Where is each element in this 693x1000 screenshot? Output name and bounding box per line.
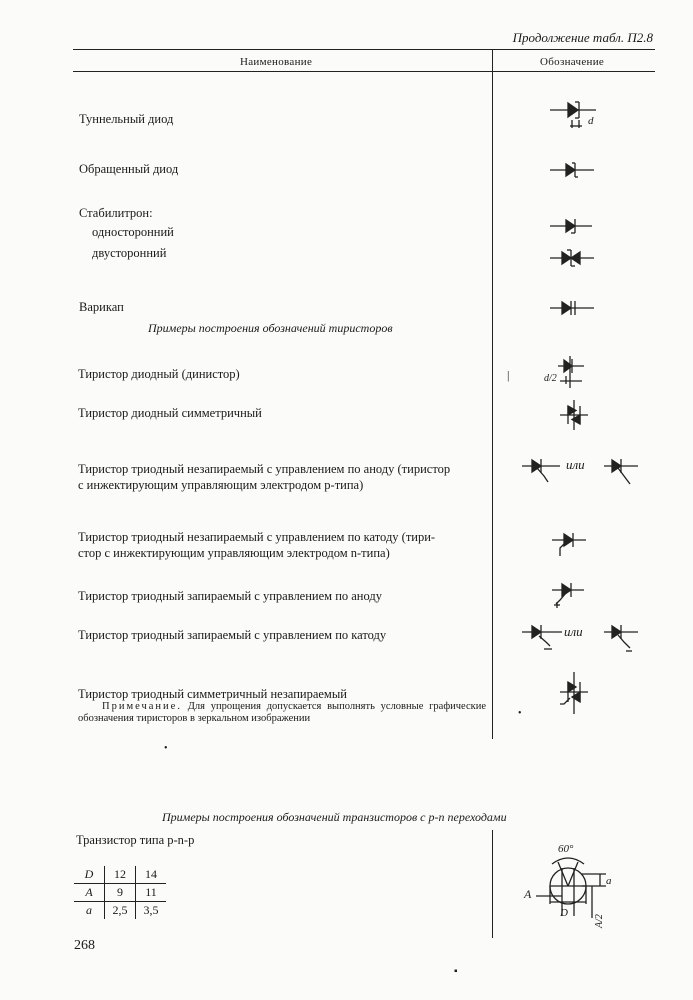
label-A: A <box>524 887 532 901</box>
table-row <box>74 884 166 902</box>
label-A-half: A/2 <box>594 914 605 928</box>
triode-symmetric-symbol <box>554 670 594 716</box>
row-triode-symmetric: Тиристор триодный симметричный незапираемый <box>78 687 347 701</box>
column-header-name: Наименование <box>240 56 313 68</box>
or-label-2: или <box>564 624 583 639</box>
table-cell: a <box>74 902 105 920</box>
angle-label: 60° <box>558 843 574 855</box>
row-triode-cathode-line2: стор с инжектирующим управляющим электродом n-типа) <box>78 546 390 560</box>
row-zener-one-sided: односторонний <box>92 225 174 239</box>
dinistor-symbol <box>540 354 590 390</box>
varicap-symbol <box>548 296 598 320</box>
stray-mark-2: • <box>164 743 168 754</box>
column-divider <box>492 49 493 739</box>
thyristor-section-title: Примеры построения обозначений тиристоров <box>148 321 393 335</box>
row-triode-anode-line2: с инжектирующим управляющим электродом p-типа) <box>78 478 364 492</box>
zener-two-sided-symbol <box>548 246 598 270</box>
continuation-label: Продолжение табл. П2.8 <box>512 30 653 45</box>
row-zener: Стабилитрон: <box>79 206 153 220</box>
thyristor-cathode-symbol <box>550 528 590 558</box>
row-varicap: Варикап <box>79 300 124 314</box>
row-lockable-cathode: Тиристор триодный запираемый с управлением по катоду <box>78 628 387 642</box>
transistor-section-title: Примеры построения обозначений транзисторов с p-n переходами <box>162 810 507 824</box>
inverted-diode-symbol <box>548 158 598 182</box>
stray-mark-1: • <box>518 708 522 719</box>
column-header-symbol: Обозначение <box>540 56 605 68</box>
table-cell: 3,5 <box>136 902 167 920</box>
row-dinistor: Тиристор диодный (динистор) <box>78 367 240 381</box>
zener-one-sided-symbol <box>548 214 598 238</box>
row-triode-anode <box>78 461 483 493</box>
table-cell: 12 <box>105 866 136 884</box>
row-tunnel-diode: Туннельный диод <box>79 112 174 126</box>
row-triode-cathode <box>78 529 483 561</box>
note-label: Примечание. <box>102 701 182 712</box>
note-text: Для упрощения допускается выполнять условные графические обозначения тиристоров в зеркальном изображении <box>78 701 487 724</box>
margin-mark: | <box>507 368 510 382</box>
row-diode-thyristor-symmetric: Тиристор диодный симметричный <box>78 406 262 420</box>
row-zener-two-sided: двусторонний <box>92 246 167 260</box>
dimension-table <box>74 866 166 919</box>
transistor-divider <box>492 830 493 938</box>
table-cell: 9 <box>105 884 136 902</box>
table-cell: A <box>74 884 105 902</box>
table-row <box>74 902 166 920</box>
label-D: D <box>560 907 568 919</box>
transistor-subtitle: Транзистор типа p-n-p <box>76 833 195 847</box>
table-cell: 11 <box>136 884 167 902</box>
header-bottom-rule <box>73 71 655 72</box>
page-number: 268 <box>74 938 95 953</box>
table-row <box>74 866 166 884</box>
table-cell: 14 <box>136 866 167 884</box>
row-triode-anode-line1: Тиристор триодный незапираемый с управлением по аноду (тиристор <box>78 462 451 476</box>
table-cell: D <box>74 866 105 884</box>
table-note <box>78 701 486 725</box>
row-triode-cathode-line1: Тиристор триодный незапираемый с управлением по катоду (тири- <box>78 530 436 544</box>
lockable-anode-symbol <box>548 580 588 610</box>
diode-thyristor-symmetric-symbol <box>556 398 592 432</box>
row-lockable-anode: Тиристор триодный запираемый с управлением по аноду <box>78 589 382 603</box>
table-top-rule <box>73 49 655 50</box>
stray-mark-3: ▪ <box>454 966 458 977</box>
transistor-dimension-drawing <box>522 836 618 934</box>
dinistor-dim-label: d/2 <box>544 373 557 384</box>
tunnel-dim-label: d <box>588 115 594 127</box>
table-cell: 2,5 <box>105 902 136 920</box>
or-label-1: или <box>566 457 585 472</box>
row-inverted-diode: Обращенный диод <box>79 162 179 176</box>
label-a: a <box>606 875 612 887</box>
tunnel-diode-symbol <box>548 98 608 132</box>
